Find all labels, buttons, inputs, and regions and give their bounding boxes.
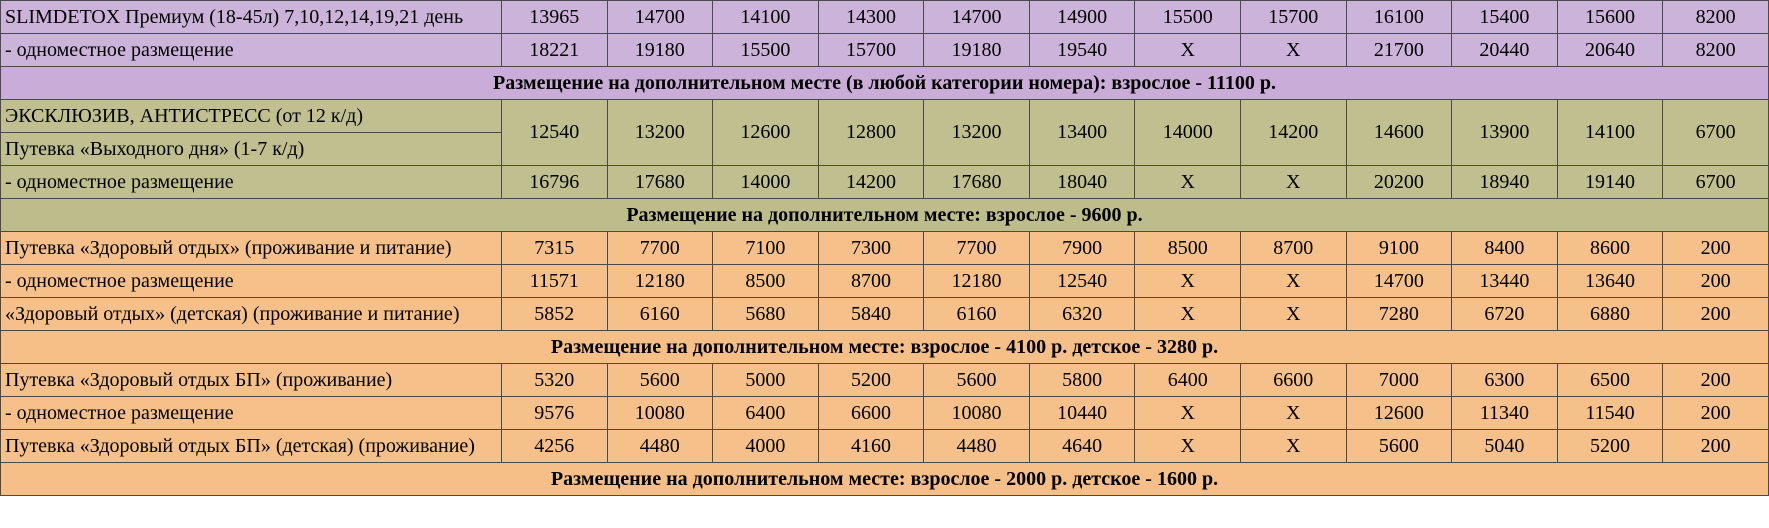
price-cell: 15400 <box>1452 1 1558 34</box>
price-cell: 8600 <box>1557 232 1663 265</box>
price-cell: 19540 <box>1029 34 1135 67</box>
price-cell: 14100 <box>1557 100 1663 166</box>
price-cell: X <box>1135 166 1241 199</box>
price-cell: 7700 <box>924 232 1030 265</box>
table-row <box>1 265 1769 298</box>
price-cell: X <box>1135 265 1241 298</box>
price-cell: X <box>1240 298 1346 331</box>
price-cell: 14600 <box>1346 100 1452 166</box>
price-cell: 12800 <box>818 100 924 166</box>
price-cell: 13440 <box>1452 265 1558 298</box>
price-cell: 14700 <box>607 1 713 34</box>
price-cell: 12600 <box>713 100 819 166</box>
table-row <box>1 199 1769 232</box>
price-cell: 14900 <box>1029 1 1135 34</box>
price-cell: 7280 <box>1346 298 1452 331</box>
table-row <box>1 34 1769 67</box>
price-cell: X <box>1240 34 1346 67</box>
price-cell: 7100 <box>713 232 819 265</box>
price-cell: 5680 <box>713 298 819 331</box>
price-cell: 5852 <box>501 298 607 331</box>
price-cell: 5840 <box>818 298 924 331</box>
row-label: - одноместное размещение <box>1 265 502 298</box>
price-cell: 7700 <box>607 232 713 265</box>
price-cell: 14700 <box>1346 265 1452 298</box>
price-cell: X <box>1135 298 1241 331</box>
price-cell: 7000 <box>1346 364 1452 397</box>
price-cell: 11340 <box>1452 397 1558 430</box>
price-cell: 13900 <box>1452 100 1558 166</box>
price-cell: 7315 <box>501 232 607 265</box>
table-row <box>1 430 1769 463</box>
price-cell: 5200 <box>818 364 924 397</box>
price-cell: 8200 <box>1663 1 1769 34</box>
price-cell: 12540 <box>1029 265 1135 298</box>
price-cell: 19180 <box>924 34 1030 67</box>
price-cell: 4640 <box>1029 430 1135 463</box>
price-cell: 5800 <box>1029 364 1135 397</box>
price-cell: 13640 <box>1557 265 1663 298</box>
price-cell: 6400 <box>713 397 819 430</box>
price-cell: 5600 <box>607 364 713 397</box>
table-row <box>1 298 1769 331</box>
price-cell: X <box>1135 397 1241 430</box>
price-cell: 5600 <box>1346 430 1452 463</box>
price-cell: 14200 <box>1240 100 1346 166</box>
price-cell: 6160 <box>607 298 713 331</box>
price-cell: 10080 <box>607 397 713 430</box>
price-cell: 6700 <box>1663 166 1769 199</box>
table-row <box>1 232 1769 265</box>
price-cell: 14000 <box>713 166 819 199</box>
price-cell: 12180 <box>607 265 713 298</box>
price-cell: 5320 <box>501 364 607 397</box>
extra-bed-note: Размещение на дополнительном месте (в любой категории номера): взрослое - 11100 р. <box>1 67 1769 100</box>
price-cell: X <box>1240 166 1346 199</box>
price-cell: 14300 <box>818 1 924 34</box>
price-cell: 16796 <box>501 166 607 199</box>
price-cell: X <box>1240 397 1346 430</box>
price-cell: 18940 <box>1452 166 1558 199</box>
table-row <box>1 364 1769 397</box>
price-cell: 17680 <box>607 166 713 199</box>
row-label: Путевка «Здоровый отдых БП» (детская) (проживание) <box>1 430 502 463</box>
price-cell: 17680 <box>924 166 1030 199</box>
price-cell: 13200 <box>924 100 1030 166</box>
price-cell: 18221 <box>501 34 607 67</box>
price-cell: 6720 <box>1452 298 1558 331</box>
price-cell: 6600 <box>1240 364 1346 397</box>
price-cell: 15600 <box>1557 1 1663 34</box>
price-cell: 18040 <box>1029 166 1135 199</box>
price-cell: 12180 <box>924 265 1030 298</box>
price-cell: 20200 <box>1346 166 1452 199</box>
price-cell: 14200 <box>818 166 924 199</box>
row-label: Путевка «Выходного дня» (1-7 к/д) <box>1 133 502 166</box>
price-cell: 4480 <box>924 430 1030 463</box>
price-cell: 6700 <box>1663 100 1769 166</box>
price-cell: 20440 <box>1452 34 1558 67</box>
row-label: Путевка «Здоровый отдых БП» (проживание) <box>1 364 502 397</box>
price-cell: 20640 <box>1557 34 1663 67</box>
price-cell: 6400 <box>1135 364 1241 397</box>
price-cell: 12600 <box>1346 397 1452 430</box>
table-row <box>1 331 1769 364</box>
price-cell: 14100 <box>713 1 819 34</box>
price-cell: 11540 <box>1557 397 1663 430</box>
price-cell: 19140 <box>1557 166 1663 199</box>
price-cell: 21700 <box>1346 34 1452 67</box>
row-label: - одноместное размещение <box>1 34 502 67</box>
row-label: SLIMDETOX Премиум (18-45л) 7,10,12,14,19,21 день <box>1 1 502 34</box>
price-cell: 8500 <box>713 265 819 298</box>
price-cell: X <box>1135 34 1241 67</box>
price-cell: 15500 <box>713 34 819 67</box>
price-cell: 4000 <box>713 430 819 463</box>
row-label: «Здоровый отдых» (детская) (проживание и питание) <box>1 298 502 331</box>
price-cell: 11571 <box>501 265 607 298</box>
price-cell: 10080 <box>924 397 1030 430</box>
price-cell: 5200 <box>1557 430 1663 463</box>
price-cell: 15700 <box>1240 1 1346 34</box>
price-cell: 5040 <box>1452 430 1558 463</box>
row-label: - одноместное размещение <box>1 166 502 199</box>
price-cell: 8400 <box>1452 232 1558 265</box>
table-row <box>1 1 1769 34</box>
extra-bed-note: Размещение на дополнительном месте: взрослое - 4100 р. детское - 3280 р. <box>1 331 1769 364</box>
price-cell: 14000 <box>1135 100 1241 166</box>
price-cell: 200 <box>1663 397 1769 430</box>
row-label: ЭКСКЛЮЗИВ, АНТИСТРЕСС (от 12 к/д) <box>1 100 502 133</box>
price-cell: 7300 <box>818 232 924 265</box>
price-cell: 200 <box>1663 265 1769 298</box>
price-cell: 4160 <box>818 430 924 463</box>
price-cell: 16100 <box>1346 1 1452 34</box>
price-cell: 9100 <box>1346 232 1452 265</box>
table-row <box>1 463 1769 496</box>
price-cell: 200 <box>1663 298 1769 331</box>
price-cell: 15700 <box>818 34 924 67</box>
price-cell: 9576 <box>501 397 607 430</box>
price-cell: 8700 <box>818 265 924 298</box>
price-cell: X <box>1240 265 1346 298</box>
extra-bed-note: Размещение на дополнительном месте: взрослое - 9600 р. <box>1 199 1769 232</box>
price-cell: 6880 <box>1557 298 1663 331</box>
price-cell: 6500 <box>1557 364 1663 397</box>
price-cell: 6160 <box>924 298 1030 331</box>
table-row <box>1 100 1769 133</box>
price-cell: 200 <box>1663 430 1769 463</box>
table-row <box>1 67 1769 100</box>
price-cell: 4256 <box>501 430 607 463</box>
price-cell: 200 <box>1663 364 1769 397</box>
table-row <box>1 397 1769 430</box>
price-cell: 13965 <box>501 1 607 34</box>
price-cell: 14700 <box>924 1 1030 34</box>
price-cell: 13200 <box>607 100 713 166</box>
price-cell: 19180 <box>607 34 713 67</box>
price-cell: 8200 <box>1663 34 1769 67</box>
price-cell: X <box>1240 430 1346 463</box>
price-cell: 200 <box>1663 232 1769 265</box>
price-cell: 15500 <box>1135 1 1241 34</box>
row-label: - одноместное размещение <box>1 397 502 430</box>
extra-bed-note: Размещение на дополнительном месте: взрослое - 2000 р. детское - 1600 р. <box>1 463 1769 496</box>
price-cell: 6300 <box>1452 364 1558 397</box>
price-cell: 8500 <box>1135 232 1241 265</box>
price-cell: 6600 <box>818 397 924 430</box>
price-cell: 4480 <box>607 430 713 463</box>
price-cell: 8700 <box>1240 232 1346 265</box>
price-cell: 5600 <box>924 364 1030 397</box>
price-cell: 6320 <box>1029 298 1135 331</box>
table-row <box>1 166 1769 199</box>
price-cell: 7900 <box>1029 232 1135 265</box>
price-cell: 12540 <box>501 100 607 166</box>
price-cell: X <box>1135 430 1241 463</box>
row-label: Путевка «Здоровый отдых» (проживание и питание) <box>1 232 502 265</box>
price-cell: 13400 <box>1029 100 1135 166</box>
price-cell: 5000 <box>713 364 819 397</box>
price-cell: 10440 <box>1029 397 1135 430</box>
